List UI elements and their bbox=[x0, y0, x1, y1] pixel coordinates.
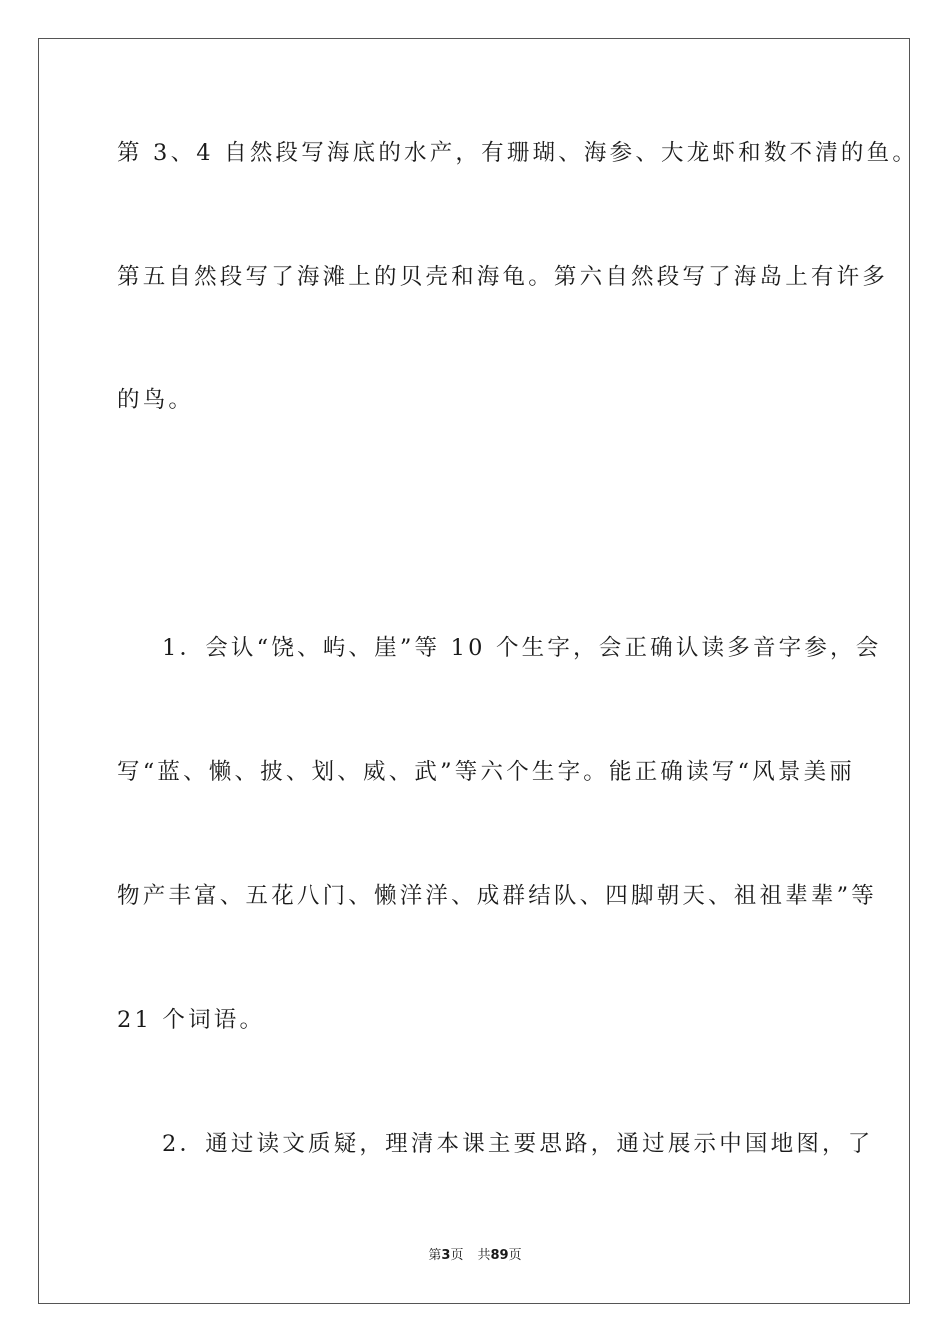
total-pages: 89 bbox=[490, 1248, 509, 1263]
page-number: 3 bbox=[441, 1248, 451, 1263]
page-frame bbox=[38, 38, 919, 1304]
text-line-5: 写“蓝、懒、披、划、威、武”等六个生字。能正确读写“风景美丽 bbox=[117, 759, 856, 785]
total-suffix: 页 bbox=[508, 1248, 522, 1263]
total-prefix: 共 bbox=[477, 1248, 491, 1263]
text-line-8: 2．通过读文质疑，理清本课主要思路，通过展示中国地图，了 bbox=[162, 1131, 874, 1157]
page-suffix: 页 bbox=[450, 1248, 464, 1263]
page-prefix: 第 bbox=[428, 1248, 442, 1263]
text-line-4: 1．会认“饶、屿、崖”等 10 个生字，会正确认读多音字参，会 bbox=[162, 635, 882, 661]
text-line-6: 物产丰富、五花八门、懒洋洋、成群结队、四脚朝天、祖祖辈辈”等 bbox=[117, 883, 878, 909]
text-line-7: 21 个词语。 bbox=[117, 1007, 266, 1033]
text-line-1: 第 3、4 自然段写海底的水产，有珊瑚、海参、大龙虾和数不清的鱼。 bbox=[117, 140, 919, 166]
text-line-2: 第五自然段写了海滩上的贝壳和海龟。第六自然段写了海岛上有许多 bbox=[117, 264, 889, 290]
text-line-3: 的鸟。 bbox=[117, 387, 195, 413]
page-footer bbox=[0, 1247, 950, 1265]
